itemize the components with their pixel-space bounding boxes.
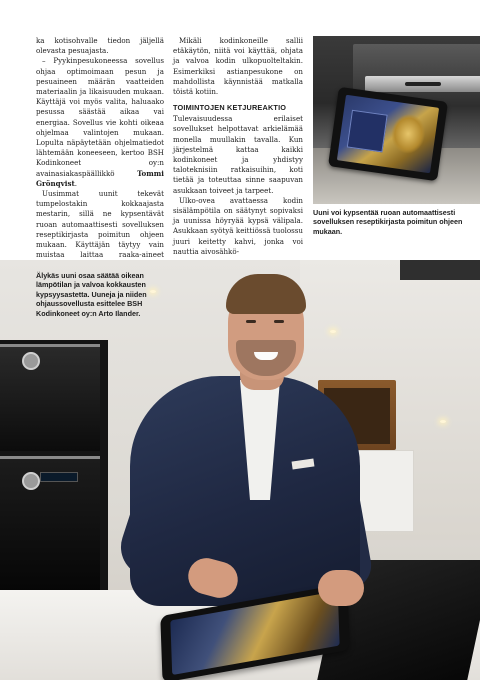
paragraph: Tulevaisuudessa erilaiset sovellukset helpottavat arkielämää monella muullakin tavalla. Kun järjestelmä kattaa kaikki kodinkoneet ja yhdistyy taloteknisiin ratkaisuihin, koti tietää ja toteuttaa sinne saapuvan asukkaan toiveet ja tarpeet. <box>173 114 303 195</box>
oven-tablet-photo <box>313 36 480 204</box>
text-column-2 <box>173 36 303 257</box>
right-hand <box>318 570 364 606</box>
oven-display <box>40 472 78 482</box>
ceiling-light <box>330 330 336 333</box>
oven-knob <box>22 352 40 370</box>
eye <box>246 320 256 323</box>
person-name: Tommi Grönqvist <box>36 168 164 188</box>
oven-upper <box>0 344 100 451</box>
ceiling-light <box>440 420 446 423</box>
paragraph: Uusimmat uunit tekevät tumpelostakin kokkaajasta mestarin, sillä ne kypsentävät ruoan automaattisesti sovelluksen reseptikirjasta poimitun ohjeen mukaan. Käyttäjän täytyy vain muistaa laittaa raaka-aineet <box>36 189 164 260</box>
photo-caption-top: Uuni voi kypsentää ruoan automaattisesti sovelluksen reseptikirjasta poimitun ohjeen mukaan. <box>313 208 463 236</box>
text-column-1 <box>36 36 164 271</box>
oven-knob <box>22 472 40 490</box>
paragraph: Ulko-ovea avattaessa kodin sisälämpötila on säätynyt sopivaksi ja uunissa höyryää kypsä välipala. Asukkaan syötyä keittiössä tuolossu juuri keitetty kahvi, jonka voi nauttia aivosähkö- <box>173 195 303 256</box>
paragraph: Mikäli kodinkoneille sallii etäkäytön, niitä voi käyttää, ohjata ja valvoa kodin ulkopuolteltakin. Esimerkiksi astianpesukone on mahdollista käynnistää matkalla töistä kotiin. <box>173 36 303 97</box>
paragraph-text: – Pyykinpesukoneessa sovellus ohjaa optimoimaan pesun ja pesuaineen määrän vaatteiden materiaalin ja likaisuuden mukaan. Käyttäjä voi myös valita, haluaako pesussa säästää aikaa vai energiaa. Sovellus vie kohti oikeaa ohjelmaa valintojen mukaan. Lopulta näpäytetään ohjelmatiedot lähtemään koneeseen, kertoo BSH Kodinkoneet oy:n avainasiakaspäällikkö <box>36 56 164 178</box>
handle-slot <box>405 82 441 86</box>
eye <box>274 320 284 323</box>
tablet <box>328 87 448 182</box>
presenter-hair <box>226 274 306 314</box>
kitchen-presenter-photo <box>0 260 480 680</box>
paragraph: ka kotisohvalle tiedon jäljellä olevasta pesuajasta. <box>36 36 164 56</box>
paragraph: – Pyykinpesukoneessa sovellus ohjaa optimoimaan pesun ja pesuaineen määrän vaatteiden materiaalin ja likaisuuden mukaan. Käyttäjä voi myös valita, haluaako pesussa säästää aikaa vai energiaa. Sovellus vie kohti oikeaa ohjelmaa valintojen mukaan. Lopulta näpäytetään ohjelmatiedot lähtemään koneeseen, kertoo BSH Kodinkoneet oy:n avainasiakaspäällikkö Tommi Grönqvist. <box>36 56 164 188</box>
subheading: TOIMINTOJEN KETJUREAKTIO <box>173 103 287 113</box>
range-hood <box>400 260 480 280</box>
tablet-screen <box>337 95 439 173</box>
photo-caption-main: Älykäs uuni osaa säätää oikean lämpötilan ja valvoa kokkausten kypsyysastetta. Uuneja ja niiden ohjaussovellusta esittelee BSH Kodinkoneet oy:n Arto Ilander. <box>36 271 147 318</box>
